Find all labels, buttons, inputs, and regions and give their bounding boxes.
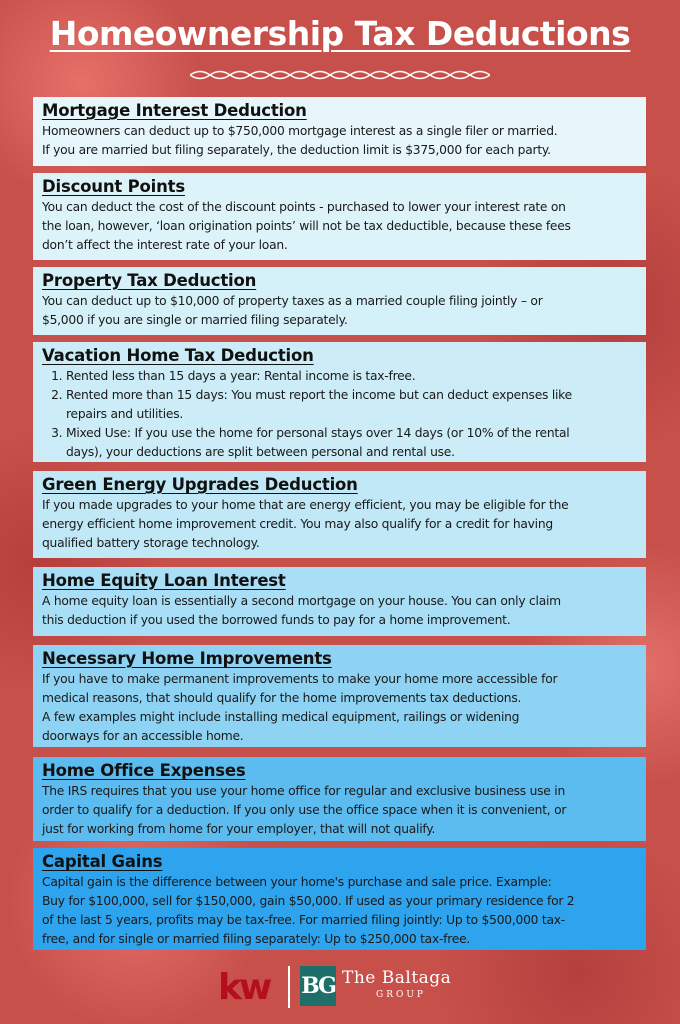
card-vacation-home <box>33 342 646 462</box>
card-heading: Home Equity Loan Interest <box>42 571 286 590</box>
card-home-office <box>33 757 646 841</box>
card-text-line: If you are married but filing separately, the deduction limit is $375,000 for each party. <box>42 143 551 157</box>
baltaga-mark-icon: BG <box>300 966 336 1006</box>
card-green-energy <box>33 471 646 558</box>
vacation-list <box>42 367 637 462</box>
card-heading: Vacation Home Tax Deduction <box>42 346 314 365</box>
card-text-line: A home equity loan is essentially a second mortgage on your house. You can only claim <box>42 594 561 608</box>
card-text-line: Homeowners can deduct up to $750,000 mortgage interest as a single filer or married. <box>42 124 558 138</box>
card-heading: Green Energy Upgrades Deduction <box>42 475 358 494</box>
card-text-line: A few examples might include installing medical equipment, railings or widening <box>42 710 520 724</box>
card-text-line: just for working from home for your employer, that will not qualify. <box>42 822 436 836</box>
card-text-line: Capital gain is the difference between your home's purchase and sale price. Example: <box>42 875 552 889</box>
page-title: Homeownership Tax Deductions <box>49 14 631 53</box>
brand-sub: GROUP <box>376 990 426 1000</box>
card-text-line: this deduction if you used the borrowed funds to pay for a home improvement. <box>42 613 511 627</box>
card-heading: Capital Gains <box>42 852 163 871</box>
card-heading: Home Office Expenses <box>42 761 246 780</box>
card-heading: Mortgage Interest Deduction <box>42 101 307 120</box>
card-home-improvements <box>33 645 646 747</box>
brand-name: The Baltaga <box>342 968 452 988</box>
card-text-line: order to qualify for a deduction. If you only use the office space when it is convenient, or <box>42 803 567 817</box>
kw-logo: kw <box>218 967 270 1008</box>
card-text-line: free, and for single or married filing separately: Up to $250,000 tax-free. <box>42 932 471 946</box>
list-item: 2. Rented more than 15 days: You must report the income but can deduct expenses like repairs and utilities. <box>66 386 637 424</box>
card-text-line: qualified battery storage technology. <box>42 536 260 550</box>
card-text-line: medical reasons, that should qualify for the home improvements tax deductions. <box>42 691 522 705</box>
card-mortgage-interest <box>33 97 646 166</box>
card-text-line: You can deduct the cost of the discount points - purchased to lower your interest rate on <box>42 200 566 214</box>
list-item: 1. Rented less than 15 days a year: Rental income is tax-free. <box>66 367 637 386</box>
card-heading: Necessary Home Improvements <box>42 649 332 668</box>
card-text-line: Buy for $100,000, sell for $150,000, gain $50,000. If used as your primary residence for 2 <box>42 894 575 908</box>
card-property-tax <box>33 267 646 335</box>
card-text-line: doorways for an accessible home. <box>42 729 244 743</box>
card-text-line: don’t affect the interest rate of your loan. <box>42 238 288 252</box>
card-text-line: The IRS requires that you use your home office for regular and exclusive business use in <box>42 784 565 798</box>
card-text-line: energy efficient home improvement credit. You may also qualify for a credit for having <box>42 517 553 531</box>
logo-separator <box>288 966 290 1008</box>
card-text-line: $5,000 if you are single or married filing separately. <box>42 313 348 327</box>
card-heading: Property Tax Deduction <box>42 271 257 290</box>
decorative-divider <box>190 66 490 84</box>
footer-logos <box>0 964 680 1010</box>
card-heading: Discount Points <box>42 177 185 196</box>
card-text-line: the loan, however, ‘loan origination points’ will not be tax deductible, because these fees <box>42 219 571 233</box>
card-text-line: If you made upgrades to your home that are energy efficient, you may be eligible for the <box>42 498 569 512</box>
card-text-line: of the last 5 years, profits may be tax-free. For married filing jointly: Up to $500,000 tax- <box>42 913 565 927</box>
card-capital-gains <box>33 848 646 950</box>
card-discount-points <box>33 173 646 260</box>
card-text-line: If you have to make permanent improvements to make your home more accessible for <box>42 672 558 686</box>
list-item: 3. Mixed Use: If you use the home for personal stays over 14 days (or 10% of the rental days), your deductions are split between personal and rental use. <box>66 424 637 462</box>
card-text-line: You can deduct up to $10,000 of property taxes as a married couple filing jointly – or <box>42 294 543 308</box>
card-home-equity <box>33 567 646 636</box>
